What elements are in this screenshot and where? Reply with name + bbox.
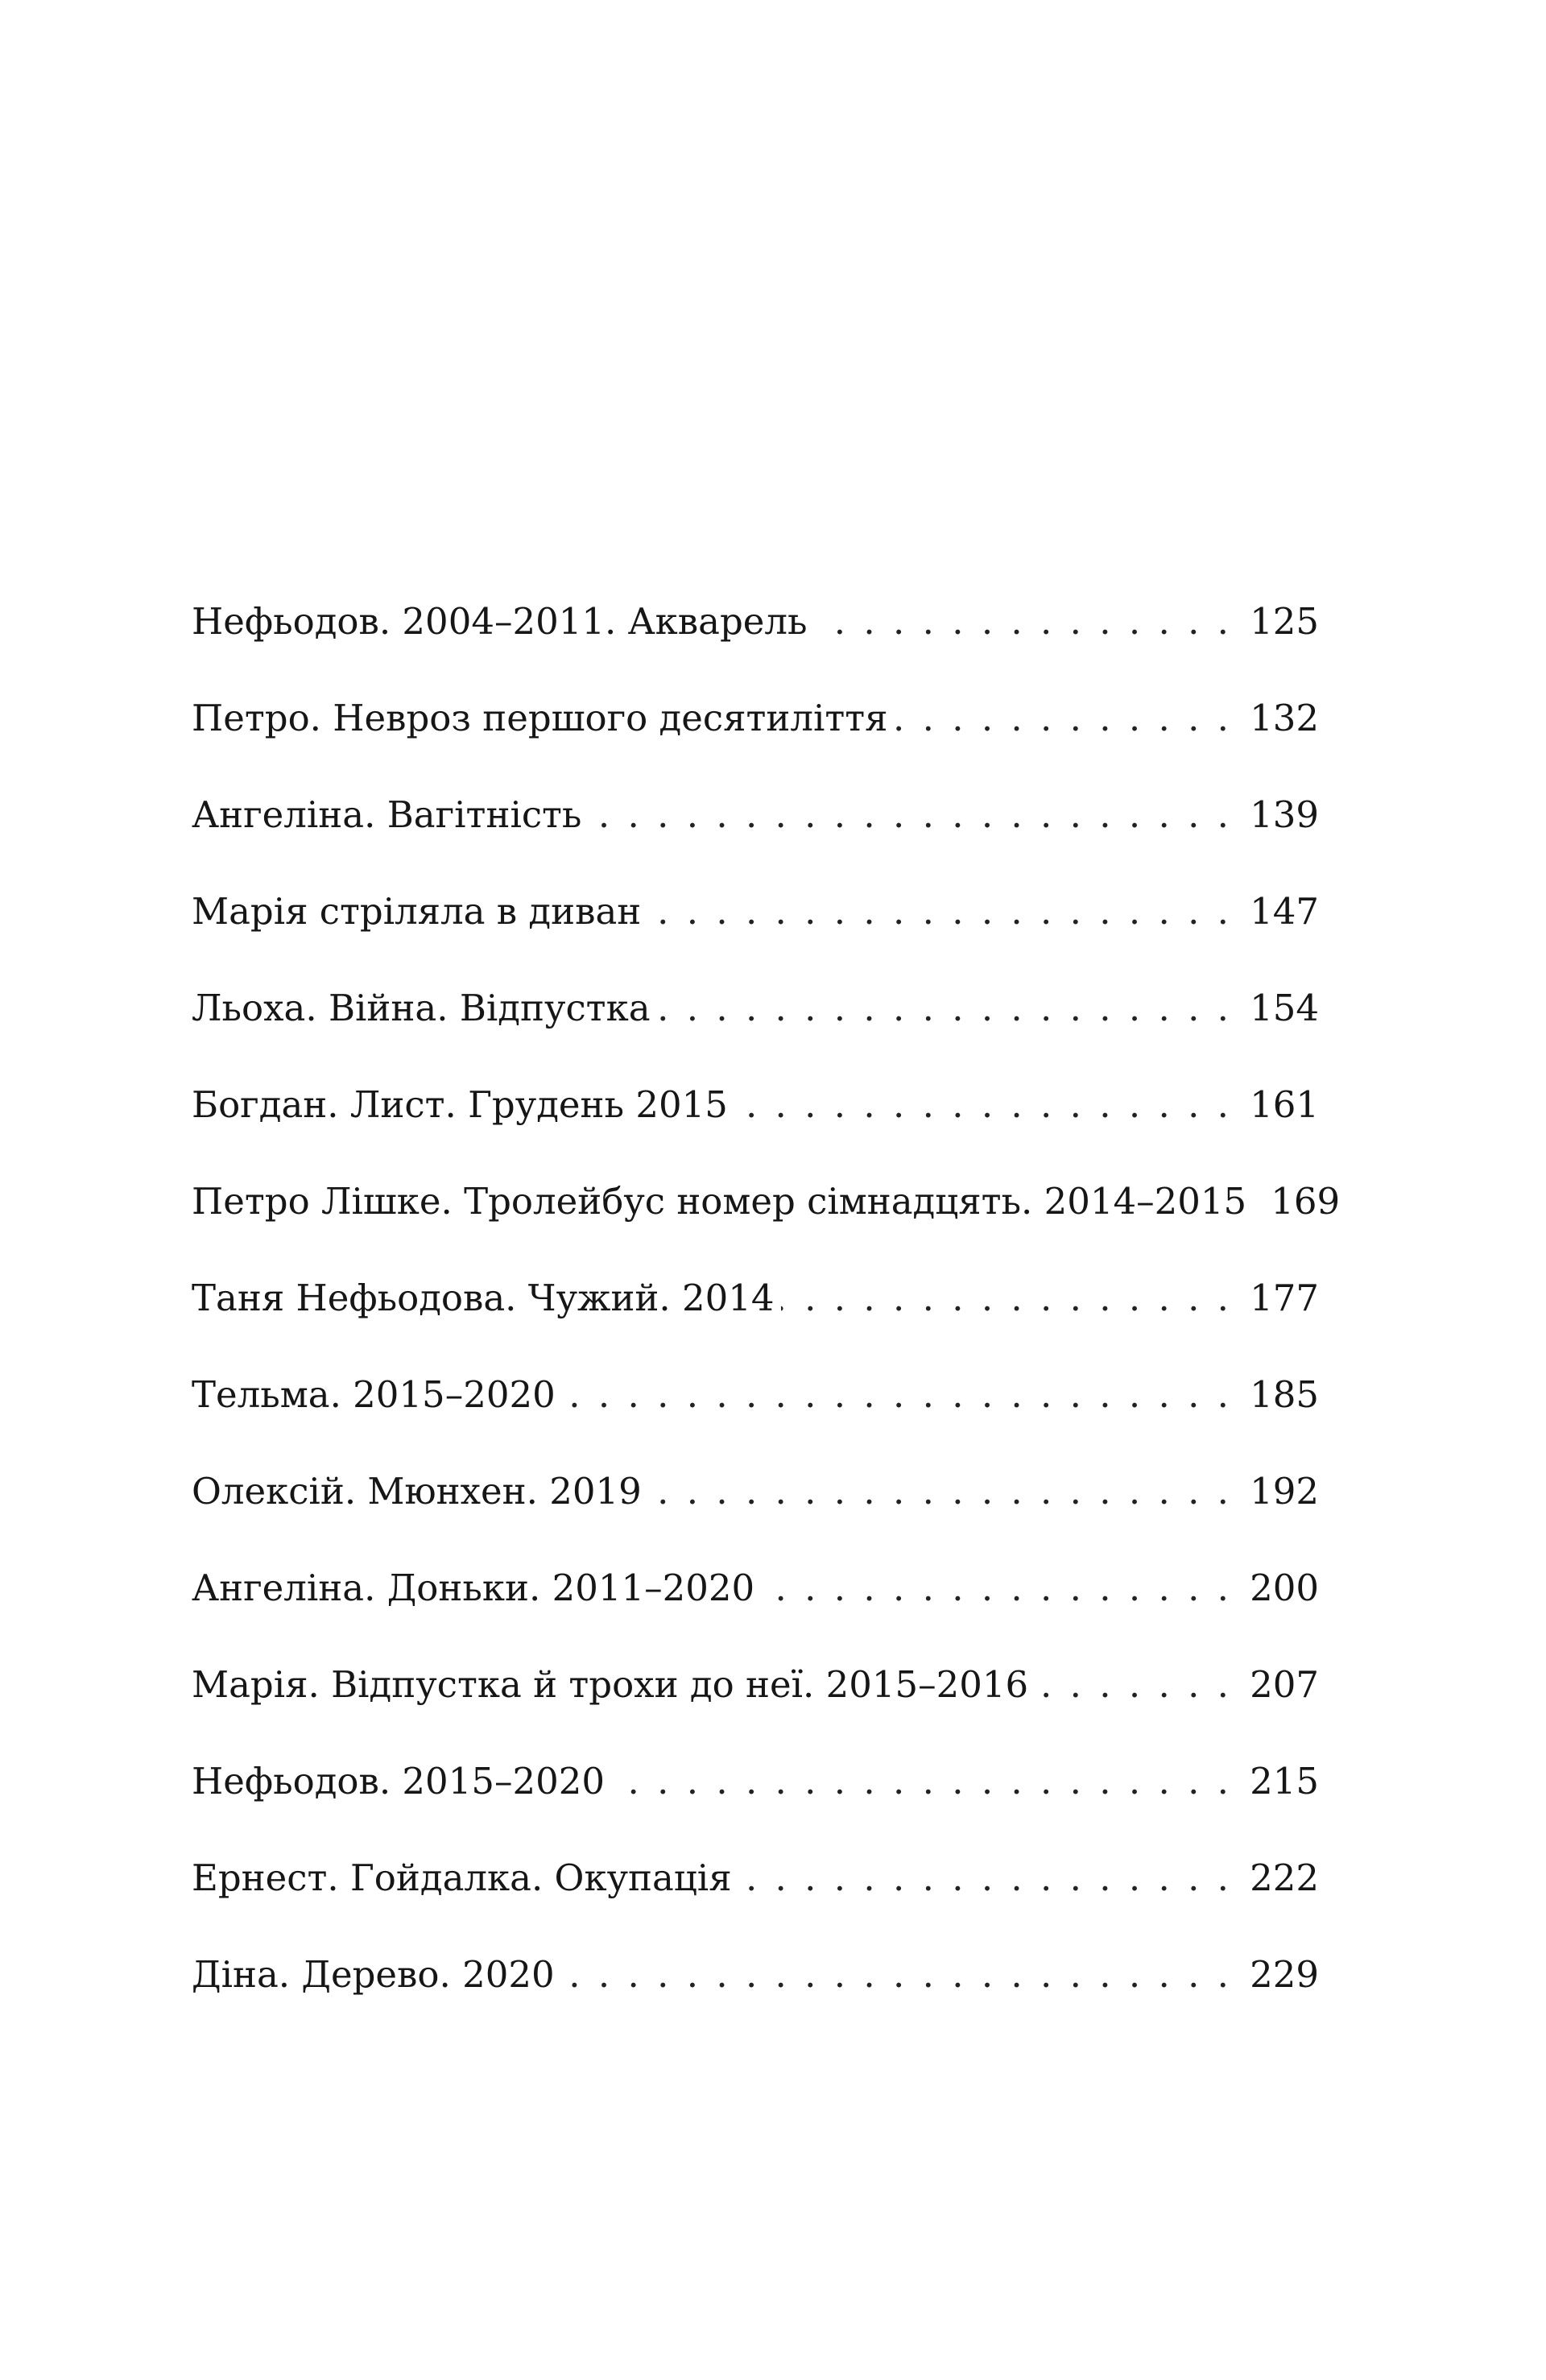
toc-entry-title: Петро. Невроз першого десятиліття <box>192 697 888 739</box>
toc-entry[interactable] <box>192 1273 1319 1369</box>
toc-entry-page-number: 185 <box>1250 1373 1319 1416</box>
toc-entry-title: Таня Нефьодова. Чужий. 2014 <box>192 1277 775 1319</box>
toc-entry-page-number: 161 <box>1250 1083 1319 1126</box>
toc-entry-title: Нефьодов. 2015–2020 <box>192 1760 605 1803</box>
toc-entry[interactable] <box>192 1466 1319 1563</box>
toc-entry-title: Богдан. Лист. Грудень 2015 <box>192 1083 728 1126</box>
toc-entry-title: Олексій. Мюнхен. 2019 <box>192 1470 642 1513</box>
toc-entry-page-number: 139 <box>1250 793 1319 836</box>
dot-leader <box>895 693 1232 744</box>
toc-entry-page-number: 215 <box>1250 1760 1319 1803</box>
toc-entry[interactable] <box>192 886 1319 983</box>
dot-leader <box>781 1273 1232 1324</box>
toc-entry-title: Ангеліна. Вагітність <box>192 793 582 836</box>
toc-entry[interactable] <box>192 596 1319 693</box>
toc-entry[interactable] <box>192 1176 1341 1273</box>
toc-entry[interactable] <box>192 1369 1319 1466</box>
toc-entry-title: Льоха. Війна. Відпустка <box>192 987 651 1029</box>
toc-entry-page-number: 177 <box>1250 1277 1319 1319</box>
dot-leader <box>562 1369 1232 1421</box>
toc-entry[interactable] <box>192 1563 1319 1659</box>
dot-leader <box>738 1852 1232 1904</box>
toc-entry-page-number: 192 <box>1250 1470 1319 1513</box>
dot-leader <box>588 789 1232 841</box>
dot-leader <box>734 1079 1232 1131</box>
toc-entry-page-number: 207 <box>1250 1663 1319 1706</box>
dot-leader <box>611 1756 1232 1807</box>
toc-entry-title: Діна. Дерево. 2020 <box>192 1953 555 1996</box>
toc-entry-page-number: 132 <box>1250 697 1319 739</box>
toc-entry[interactable] <box>192 983 1319 1079</box>
toc-entry-page-number: 147 <box>1250 890 1319 933</box>
toc-entry[interactable] <box>192 1659 1319 1756</box>
table-of-contents <box>192 596 1341 2046</box>
toc-entry-title: Ернест. Гойдалка. Окупація <box>192 1856 732 1899</box>
toc-entry-page-number: 125 <box>1250 600 1319 643</box>
toc-entry[interactable] <box>192 1756 1319 1852</box>
toc-entry-title: Тельма. 2015–2020 <box>192 1373 556 1416</box>
toc-entry[interactable] <box>192 1949 1319 2046</box>
dot-leader <box>648 1466 1232 1517</box>
toc-entry[interactable] <box>192 693 1319 789</box>
toc-entry-title: Нефьодов. 2004–2011. Акварель <box>192 600 808 643</box>
dot-leader <box>657 983 1232 1034</box>
toc-entry-title: Марія стріляла в диван <box>192 890 642 933</box>
toc-entry-page-number: 229 <box>1250 1953 1319 1996</box>
toc-entry-title: Марія. Відпустка й трохи до неї. 2015–2016 <box>192 1663 1029 1706</box>
toc-entry-title: Петро Лішке. Тролейбус номер сімнадцять. 2014–2015 <box>192 1180 1247 1223</box>
dot-leader <box>813 596 1232 648</box>
toc-entry[interactable] <box>192 789 1319 886</box>
toc-entry-page-number: 169 <box>1271 1180 1341 1223</box>
toc-entry-page-number: 154 <box>1250 987 1319 1029</box>
dot-leader <box>1035 1659 1232 1711</box>
toc-entry[interactable] <box>192 1079 1319 1176</box>
toc-entry-page-number: 222 <box>1250 1856 1319 1899</box>
dot-leader <box>647 886 1232 938</box>
dot-leader <box>561 1949 1232 2001</box>
toc-entry-title: Ангеліна. Доньки. 2011–2020 <box>192 1567 755 1609</box>
toc-entry-page-number: 200 <box>1250 1567 1319 1609</box>
dot-leader <box>761 1563 1232 1614</box>
toc-entry[interactable] <box>192 1852 1319 1949</box>
